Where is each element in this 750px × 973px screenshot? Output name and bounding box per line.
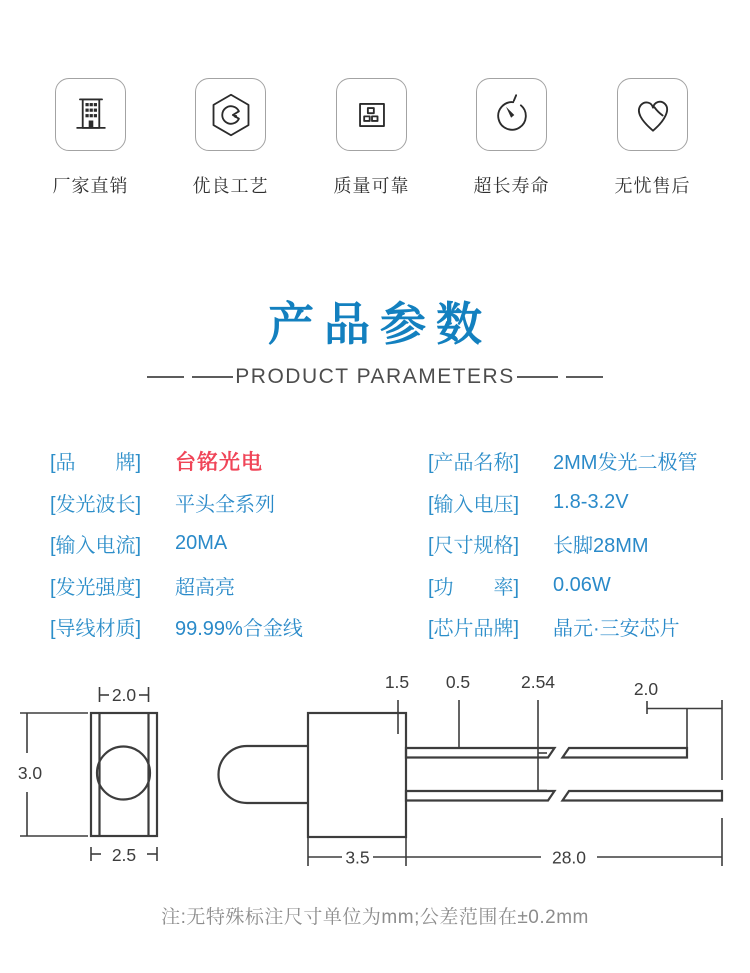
feature-label: 优良工艺 xyxy=(192,176,269,196)
param-row-brand xyxy=(50,440,303,482)
dim-bottom-lengths xyxy=(308,818,722,868)
dim-front-height xyxy=(18,713,88,836)
param-value: 99.99%合金线 xyxy=(175,618,303,641)
feature-factory-direct xyxy=(52,78,129,196)
divider-line xyxy=(566,376,603,378)
params-left-column xyxy=(50,440,303,648)
feature-label: 超长寿命 xyxy=(473,176,550,196)
dim-lead-tail xyxy=(634,679,722,780)
section-subtitle-row xyxy=(0,366,750,387)
dim-lead-pitch xyxy=(521,672,555,791)
param-row-power xyxy=(428,565,697,607)
param-label: [芯片品牌] xyxy=(428,618,520,641)
section-subtitle: PRODUCT PARAMETERS xyxy=(235,365,515,388)
components-icon xyxy=(336,78,407,151)
param-label: [发光强度] xyxy=(50,576,142,599)
dim-label: 1.5 xyxy=(384,672,410,692)
dim-label: 2.0 xyxy=(111,685,137,705)
param-row-voltage xyxy=(428,482,697,524)
params-right-column xyxy=(428,440,697,648)
dimension-drawing xyxy=(0,655,750,880)
led-front-view xyxy=(91,713,157,836)
divider-line xyxy=(517,376,558,378)
param-value: 长脚28MM xyxy=(553,535,649,558)
param-label: [发光波长] xyxy=(50,493,142,516)
feature-craftsmanship xyxy=(192,78,269,196)
heart-icon xyxy=(617,78,688,151)
dim-label: 2.0 xyxy=(633,679,659,699)
tolerance-note: 注:无特殊标注尺寸单位为mm;公差范围在±0.2mm xyxy=(161,907,589,928)
param-value: 晶元·三安芯片 xyxy=(553,618,680,641)
dim-front-bottom-width xyxy=(91,845,157,865)
param-value: 超高亮 xyxy=(175,576,235,599)
feature-quality xyxy=(333,78,410,196)
param-label: [品 牌] xyxy=(50,452,142,475)
dim-label: 3.5 xyxy=(345,847,370,868)
param-row-intensity xyxy=(50,565,303,607)
param-row-name xyxy=(428,440,697,482)
param-value: 平头全系列 xyxy=(175,493,275,516)
divider-line xyxy=(147,376,184,378)
param-value: 1.8-3.2V xyxy=(553,490,629,513)
param-value: 2MM发光二极管 xyxy=(553,452,698,475)
param-row-chip xyxy=(428,606,697,648)
building-icon xyxy=(55,78,126,151)
param-label: [产品名称] xyxy=(428,452,520,475)
feature-aftersales xyxy=(614,78,691,196)
param-label: [输入电压] xyxy=(428,493,520,516)
param-label: [尺寸规格] xyxy=(428,535,520,558)
dim-label: 2.5 xyxy=(111,845,137,865)
feature-label: 无忧售后 xyxy=(614,176,691,196)
feature-lifespan xyxy=(473,78,550,196)
param-value: 0.06W xyxy=(553,573,611,596)
param-label: [输入电流] xyxy=(50,535,142,558)
stopwatch-icon xyxy=(476,78,547,151)
feature-label: 质量可靠 xyxy=(333,176,410,196)
dim-label: 3.0 xyxy=(17,763,43,783)
dim-front-top-width xyxy=(100,685,149,705)
param-label: [导线材质] xyxy=(50,618,142,641)
param-row-size xyxy=(428,523,697,565)
param-value: 20MA xyxy=(175,532,228,555)
divider-line xyxy=(192,376,233,378)
feature-label: 厂家直销 xyxy=(52,176,129,196)
section-title: 产品参数 xyxy=(268,298,492,350)
dim-label: 2.54 xyxy=(520,672,556,692)
param-row-wavelength xyxy=(50,482,303,524)
hexagon-seal-icon xyxy=(195,78,266,151)
param-label: [功 率] xyxy=(428,576,520,599)
led-side-view xyxy=(219,713,723,837)
dim-label: 0.5 xyxy=(445,672,471,692)
param-row-current xyxy=(50,523,303,565)
param-row-wire xyxy=(50,606,303,648)
dim-label: 28.0 xyxy=(551,847,587,868)
dim-lead-thickness xyxy=(446,672,470,748)
param-value-brand: 台铭光电 xyxy=(175,450,263,474)
